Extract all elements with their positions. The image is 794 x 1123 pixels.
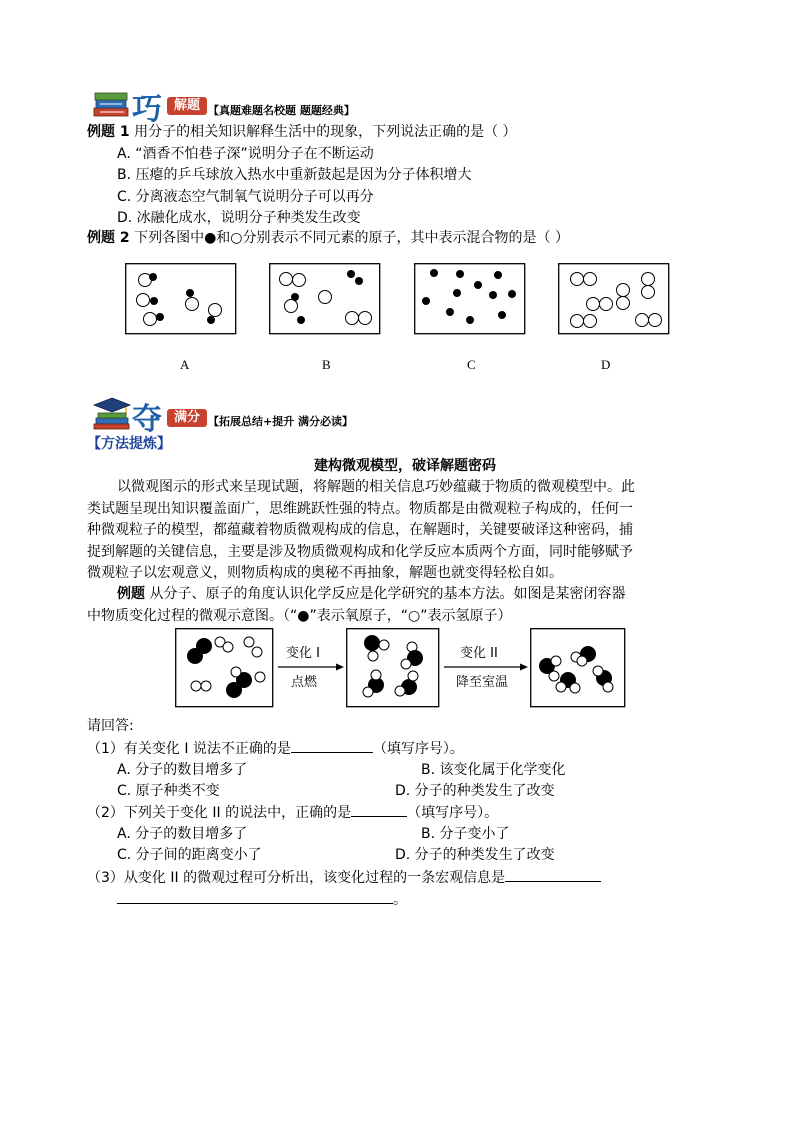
example-text: 从分子、原子的角度认识化学反应是化学研究的基本方法。如图是某密闭容器 xyxy=(145,586,626,602)
q2-label-b: B xyxy=(322,357,331,372)
section-header-jieti xyxy=(92,86,492,127)
q1-option-c: C. 分离液态空气制氧气说明分子可以再分 xyxy=(117,189,374,205)
section-tag: 【拓展总结+提升 满分必读】 xyxy=(208,415,354,428)
section-pill: 满分 xyxy=(167,409,207,427)
q-part-1-text: （1）有关变化 I 说法不正确的是 xyxy=(87,741,291,757)
section-char: 巧 xyxy=(132,92,162,127)
q1-option-a: A. “酒香不怕巷子深”说明分子在不断运动 xyxy=(117,146,374,162)
q-part-1-option-c: C. 原子种类不变 xyxy=(117,783,220,799)
q2-label-c: C xyxy=(467,357,476,372)
q-part-2 xyxy=(87,802,498,823)
q2-diagram-a xyxy=(125,263,237,335)
method-para-line-4: 捉到解题的关键信息，主要是涉及物质微观构成和化学反应本质两个方面，同时能够赋予 xyxy=(87,544,633,560)
q-part-3-end: 。 xyxy=(393,892,407,908)
method-label: 【方法提炼】 xyxy=(87,436,171,452)
q2-label-a: A xyxy=(180,357,190,372)
example-line-2: 中物质变化过程的微观示意图。（“●”表示氧原子，“○”表示氢原子） xyxy=(87,608,512,624)
method-para-line-3: 种微观粒子的模型，都蕴藏着物质微观构成的信息，在解题时，关键要破译这种密码，捕 xyxy=(87,522,633,538)
example-label: 例题 xyxy=(117,586,145,602)
arrow-2-top-label: 变化 II xyxy=(460,646,498,661)
q-part-2-blank[interactable] xyxy=(351,802,407,817)
q2-label-d: D xyxy=(601,357,611,372)
q-part-2-option-c: C. 分子间的距离变小了 xyxy=(117,847,262,863)
questions-intro: 请回答: xyxy=(87,718,134,734)
arrow-2-bottom-label: 降至室温 xyxy=(456,675,509,690)
q2-stem xyxy=(87,228,569,248)
q-part-3-blank-2[interactable] xyxy=(117,889,393,904)
example-line-1 xyxy=(117,584,625,604)
q2-diagram-b xyxy=(269,263,381,335)
method-para-line-1: 以微观图示的形式来呈现试题，将解题的相关信息巧妙蕴藏于物质的微观模型中。此 xyxy=(117,479,635,495)
q-part-2-text: （2）下列关于变化 II 的说法中，正确的是 xyxy=(87,805,352,821)
q2-diagram-c xyxy=(414,263,526,335)
q1-stem xyxy=(87,122,517,142)
section-char: 夺 xyxy=(132,402,162,437)
q2-text: 下列各图中●和○分别表示不同元素的原子，其中表示混合物的是（ ） xyxy=(129,230,569,246)
q-part-1 xyxy=(87,738,464,759)
arrow-1-bottom-label: 点燃 xyxy=(291,675,318,690)
method-para-line-5: 微观粒子以宏观意义，则物质构成的奥秘不再抽象，解题也就变得轻松自如。 xyxy=(87,565,563,581)
q-part-2-option-b: B. 分子变小了 xyxy=(421,826,510,842)
q-part-2-tail: （填写序号）。 xyxy=(407,805,499,821)
q1-option-d: D. 冰融化成水，说明分子种类发生改变 xyxy=(117,210,361,226)
q-part-1-option-d: D. 分子的种类发生了改变 xyxy=(395,783,555,799)
q-part-1-option-a: A. 分子的数目增多了 xyxy=(117,762,248,778)
q-part-3-text: （3）从变化 II 的微观过程可分析出，该变化过程的一条宏观信息是 xyxy=(87,870,506,886)
section-pill: 解题 xyxy=(167,97,207,115)
q2-diagram-d xyxy=(558,263,670,335)
section-tag: 【真题难题名校题 题题经典】 xyxy=(208,104,355,117)
q-part-1-blank[interactable] xyxy=(291,738,373,753)
method-heading: 建构微观模型，破译解题密码 xyxy=(314,458,496,474)
method-para-line-2: 类试题呈现出知识覆盖面广，思维跳跃性强的特点。物质都是由微观粒子构成的，任何一 xyxy=(87,501,633,517)
graduation-cap-books-icon xyxy=(92,396,132,430)
section-header-manfen xyxy=(92,396,492,437)
q-part-2-option-a: A. 分子的数目增多了 xyxy=(117,826,248,842)
process-box-3 xyxy=(530,628,626,708)
q1-label: 例题 1 xyxy=(87,124,130,140)
q-part-2-option-d: D. 分子的种类发生了改变 xyxy=(395,847,555,863)
q-part-1-option-b: B. 该变化属于化学变化 xyxy=(421,762,566,778)
q-part-3-line-2 xyxy=(117,889,407,910)
q1-option-b: B. 压瘪的乒乓球放入热水中重新鼓起是因为分子体积增大 xyxy=(117,167,472,183)
q2-label: 例题 2 xyxy=(87,230,130,246)
arrow-1-top-label: 变化 I xyxy=(286,646,320,661)
books-icon xyxy=(92,88,132,120)
process-box-1 xyxy=(175,628,274,708)
q-part-1-tail: （填写序号）。 xyxy=(372,741,464,757)
process-box-2 xyxy=(346,628,440,708)
q-part-3 xyxy=(87,867,601,888)
q1-text: 用分子的相关知识解释生活中的现象，下列说法正确的是（ ） xyxy=(129,124,517,140)
q-part-3-blank-1[interactable] xyxy=(505,867,601,882)
